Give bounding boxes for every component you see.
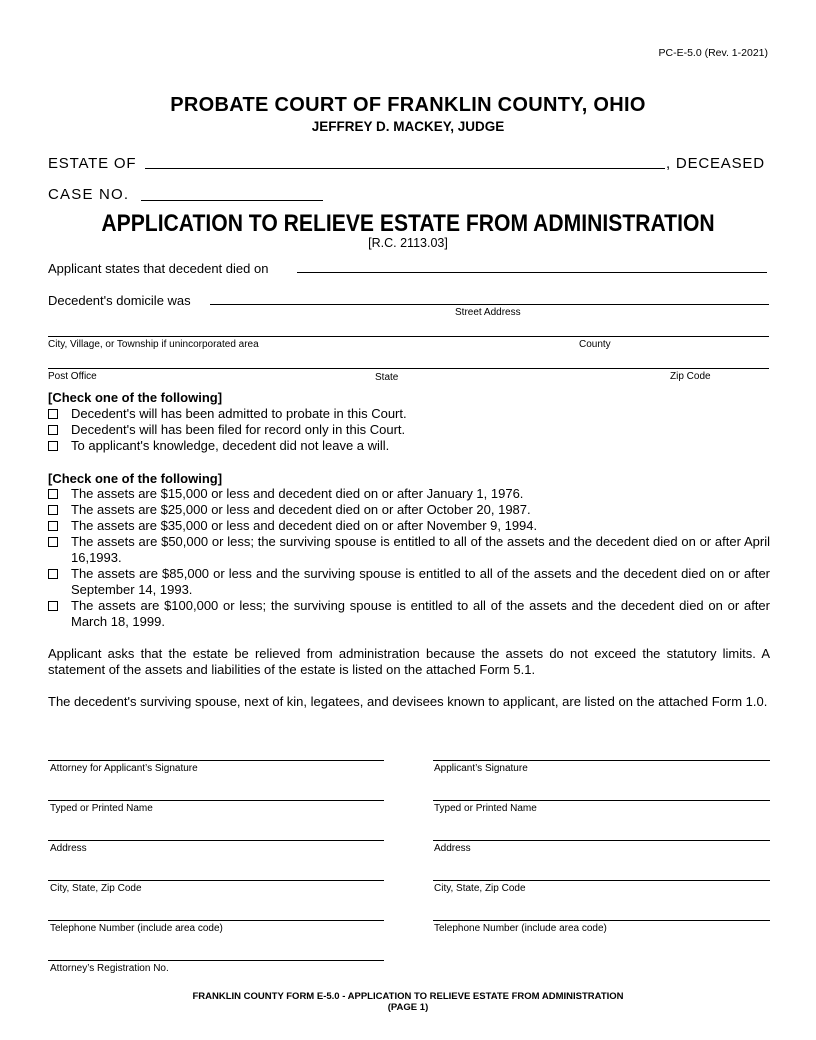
applicant-address-line[interactable] — [433, 840, 770, 841]
attorney-signature-line[interactable] — [48, 760, 384, 761]
attorney-name-line[interactable] — [48, 800, 384, 801]
option-text: Decedent's will has been filed for record only in this Court. — [71, 422, 406, 437]
attorney-registration-caption: Attorney’s Registration No. — [50, 963, 169, 974]
checkbox[interactable] — [48, 505, 58, 515]
attorney-phone-line[interactable] — [48, 920, 384, 921]
assets-option-50000[interactable] — [48, 534, 770, 566]
footer-page-number: (PAGE 1) — [387, 1002, 429, 1013]
attorney-city-line[interactable] — [48, 880, 384, 881]
assets-section-heading: [Check one of the following] — [48, 471, 223, 486]
option-text: Decedent's will has been admitted to probate in this Court. — [71, 406, 407, 421]
case-no-label: CASE NO. — [48, 186, 130, 203]
option-text: To applicant's knowledge, decedent did not leave a will. — [71, 438, 390, 453]
assets-option-100000[interactable] — [48, 598, 770, 630]
option-text: The assets are $50,000 or less; the surviving spouse is entitled to all of the assets and the decedent died on or after April 16,1993. — [71, 534, 770, 565]
deceased-label: , DECEASED — [666, 155, 765, 172]
assets-option-25000[interactable] — [48, 502, 770, 518]
assets-option-15000[interactable] — [48, 486, 770, 502]
attorney-signature-caption: Attorney for Applicant’s Signature — [50, 763, 198, 774]
attorney-address-caption: Address — [50, 843, 87, 854]
will-option-admitted[interactable] — [48, 406, 770, 422]
form-title: APPLICATION TO RELIEVE ESTATE FROM ADMINISTRATION — [101, 210, 715, 237]
will-option-no-will[interactable] — [48, 438, 770, 454]
applicant-name-line[interactable] — [433, 800, 770, 801]
footer-form-name: FRANKLIN COUNTY FORM E-5.0 - APPLICATION TO RELIEVE ESTATE FROM ADMINISTRATION — [192, 991, 624, 1002]
county-caption: County — [579, 339, 611, 350]
case-number-field[interactable] — [141, 200, 323, 201]
applicant-name-caption: Typed or Printed Name — [434, 803, 537, 814]
option-text: The assets are $35,000 or less and decedent died on or after November 9, 1994. — [71, 518, 538, 533]
attorney-name-caption: Typed or Printed Name — [50, 803, 153, 814]
relief-paragraph: Applicant asks that the estate be relieved from administration because the assets do not exceed the statutory limits. A statement of the assets and liabilities of the estate is listed on the attached Form 5.1. — [48, 646, 770, 677]
assets-option-35000[interactable] — [48, 518, 770, 534]
option-text: The assets are $25,000 or less and decedent died on or after October 20, 1987. — [71, 502, 531, 517]
zip-caption: Zip Code — [670, 371, 711, 382]
checkbox[interactable] — [48, 489, 58, 499]
checkbox[interactable] — [48, 441, 58, 451]
death-date-label: Applicant states that decedent died on — [48, 261, 269, 276]
city-county-field[interactable] — [48, 336, 769, 337]
attorney-city-caption: City, State, Zip Code — [50, 883, 142, 894]
state-caption: State — [375, 372, 399, 383]
estate-name-field[interactable] — [145, 168, 665, 169]
checkbox[interactable] — [48, 425, 58, 435]
statute-reference: [R.C. 2113.03] — [368, 236, 448, 250]
applicant-city-caption: City, State, Zip Code — [434, 883, 526, 894]
estate-of-label: ESTATE OF — [48, 155, 137, 172]
checkbox[interactable] — [48, 537, 58, 547]
checkbox[interactable] — [48, 521, 58, 531]
option-text: The assets are $15,000 or less and decedent died on or after January 1, 1976. — [71, 486, 524, 501]
applicant-signature-line[interactable] — [433, 760, 770, 761]
post-office-caption: Post Office — [48, 371, 97, 382]
will-section-heading: [Check one of the following] — [48, 390, 223, 405]
street-address-field[interactable] — [210, 304, 769, 305]
court-name: PROBATE COURT OF FRANKLIN COUNTY, OHIO — [170, 94, 646, 116]
attorney-phone-caption: Telephone Number (include area code) — [50, 923, 223, 934]
next-of-kin-paragraph: The decedent's surviving spouse, next of kin, legatees, and devisees known to applicant, are listed on the attached Form 1.0. — [48, 694, 768, 709]
attorney-address-line[interactable] — [48, 840, 384, 841]
checkbox[interactable] — [48, 409, 58, 419]
death-date-field[interactable] — [297, 272, 767, 273]
applicant-city-line[interactable] — [433, 880, 770, 881]
judge-name: JEFFREY D. MACKEY, JUDGE — [311, 119, 505, 134]
applicant-phone-line[interactable] — [433, 920, 770, 921]
street-address-caption: Street Address — [455, 307, 521, 318]
checkbox[interactable] — [48, 569, 58, 579]
form-number: PC-E-5.0 (Rev. 1-2021) — [658, 47, 768, 59]
applicant-signature-caption: Applicant’s Signature — [434, 763, 528, 774]
city-caption: City, Village, or Township if unincorporated area — [48, 339, 259, 350]
applicant-address-caption: Address — [434, 843, 471, 854]
post-office-field[interactable] — [48, 368, 769, 369]
applicant-phone-caption: Telephone Number (include area code) — [434, 923, 607, 934]
assets-option-85000[interactable] — [48, 566, 770, 598]
domicile-label: Decedent's domicile was — [48, 293, 191, 308]
attorney-registration-line[interactable] — [48, 960, 384, 961]
option-text: The assets are $100,000 or less; the surviving spouse is entitled to all of the assets and the decedent died on or after March 18, 1999. — [71, 598, 770, 629]
option-text: The assets are $85,000 or less and the surviving spouse is entitled to all of the assets and the decedent died on or after September 14, 1993. — [71, 566, 770, 597]
will-option-filed[interactable] — [48, 422, 770, 438]
checkbox[interactable] — [48, 601, 58, 611]
